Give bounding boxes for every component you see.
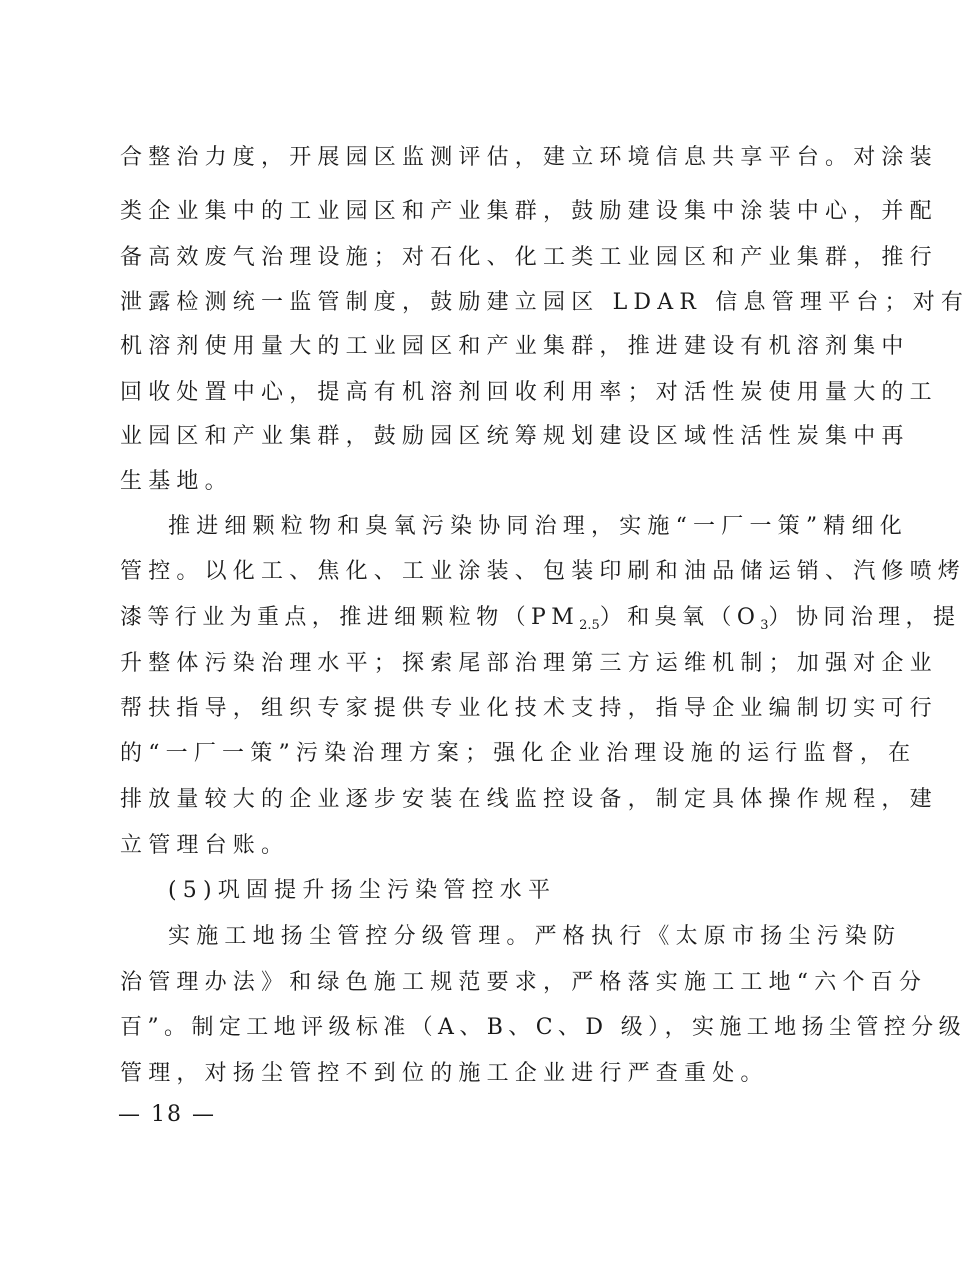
paragraph-2-line-3 (120, 603, 961, 641)
paragraph-2-line-5: 帮扶指导，组织专家提供专业化技术支持，指导企业编制切实可行 (120, 696, 938, 721)
paragraph-3-line-4: 管理，对扬尘管控不到位的施工企业进行严查重处。 (120, 1061, 769, 1086)
paragraph-2-line-7: 排放量较大的企业逐步安装在线监控设备，制定具体操作规程，建 (120, 787, 938, 812)
paragraph-2-line-8: 立管理台账。 (120, 833, 290, 858)
paragraph-1-line-8: 生基地。 (120, 469, 233, 494)
pm-line-after: ）协同治理，提 (768, 605, 961, 630)
pm-line-middle: ）和臭氧（O (599, 605, 761, 630)
paragraph-1-line-6: 回收处置中心，提高有机溶剂回收利用率；对活性炭使用量大的工 (120, 380, 938, 405)
paragraph-1-line-4: 泄露检测统一监管制度，鼓励建立园区 LDAR 信息管理平台；对有 (120, 290, 969, 315)
paragraph-1-line-5: 机溶剂使用量大的工业园区和产业集群，推进建设有机溶剂集中 (120, 334, 910, 359)
paragraph-3-line-1: 实施工地扬尘管控分级管理。严格执行《太原市扬尘污染防 (168, 924, 902, 949)
paragraph-3-line-3: 百”。制定工地评级标准（A、B、C、D 级），实施工地扬尘管控分级 (120, 1015, 966, 1040)
paragraph-2-line-4: 升整体污染治理水平；探索尾部治理第三方运维机制；加强对企业 (120, 651, 938, 676)
paragraph-1-line-7: 业园区和产业集群，鼓励园区统筹规划建设区域性活性炭集中再 (120, 424, 910, 449)
page-number: — 18 — (118, 1102, 216, 1127)
paragraph-2-line-6: 的“一厂一策”污染治理方案；强化企业治理设施的运行监督，在 (120, 741, 917, 766)
paragraph-2-line-1: 推进细颗粒物和臭氧污染协同治理，实施“一厂一策”精细化 (168, 514, 908, 539)
pm-subscript: 2.5 (579, 618, 600, 633)
section-heading: (5)巩固提升扬尘污染管控水平 (168, 878, 557, 903)
paragraph-3-line-2: 治管理办法》和绿色施工规范要求，严格落实施工工地“六个百分 (120, 970, 928, 995)
paragraph-1-line-3: 备高效废气治理设施；对石化、化工类工业园区和产业集群，推行 (120, 245, 938, 270)
paragraph-2-line-2: 管控。以化工、焦化、工业涂装、包装印刷和油品储运销、汽修喷烤 (120, 559, 967, 584)
paragraph-1-line-1: 合整治力度，开展园区监测评估，建立环境信息共享平台。对涂装 (120, 145, 938, 170)
o3-subscript: 3 (760, 618, 769, 633)
pm-line-before: 漆等行业为重点，推进细颗粒物（PM (120, 605, 580, 630)
paragraph-1-line-2: 类企业集中的工业园区和产业集群，鼓励建设集中涂装中心，并配 (120, 199, 938, 224)
